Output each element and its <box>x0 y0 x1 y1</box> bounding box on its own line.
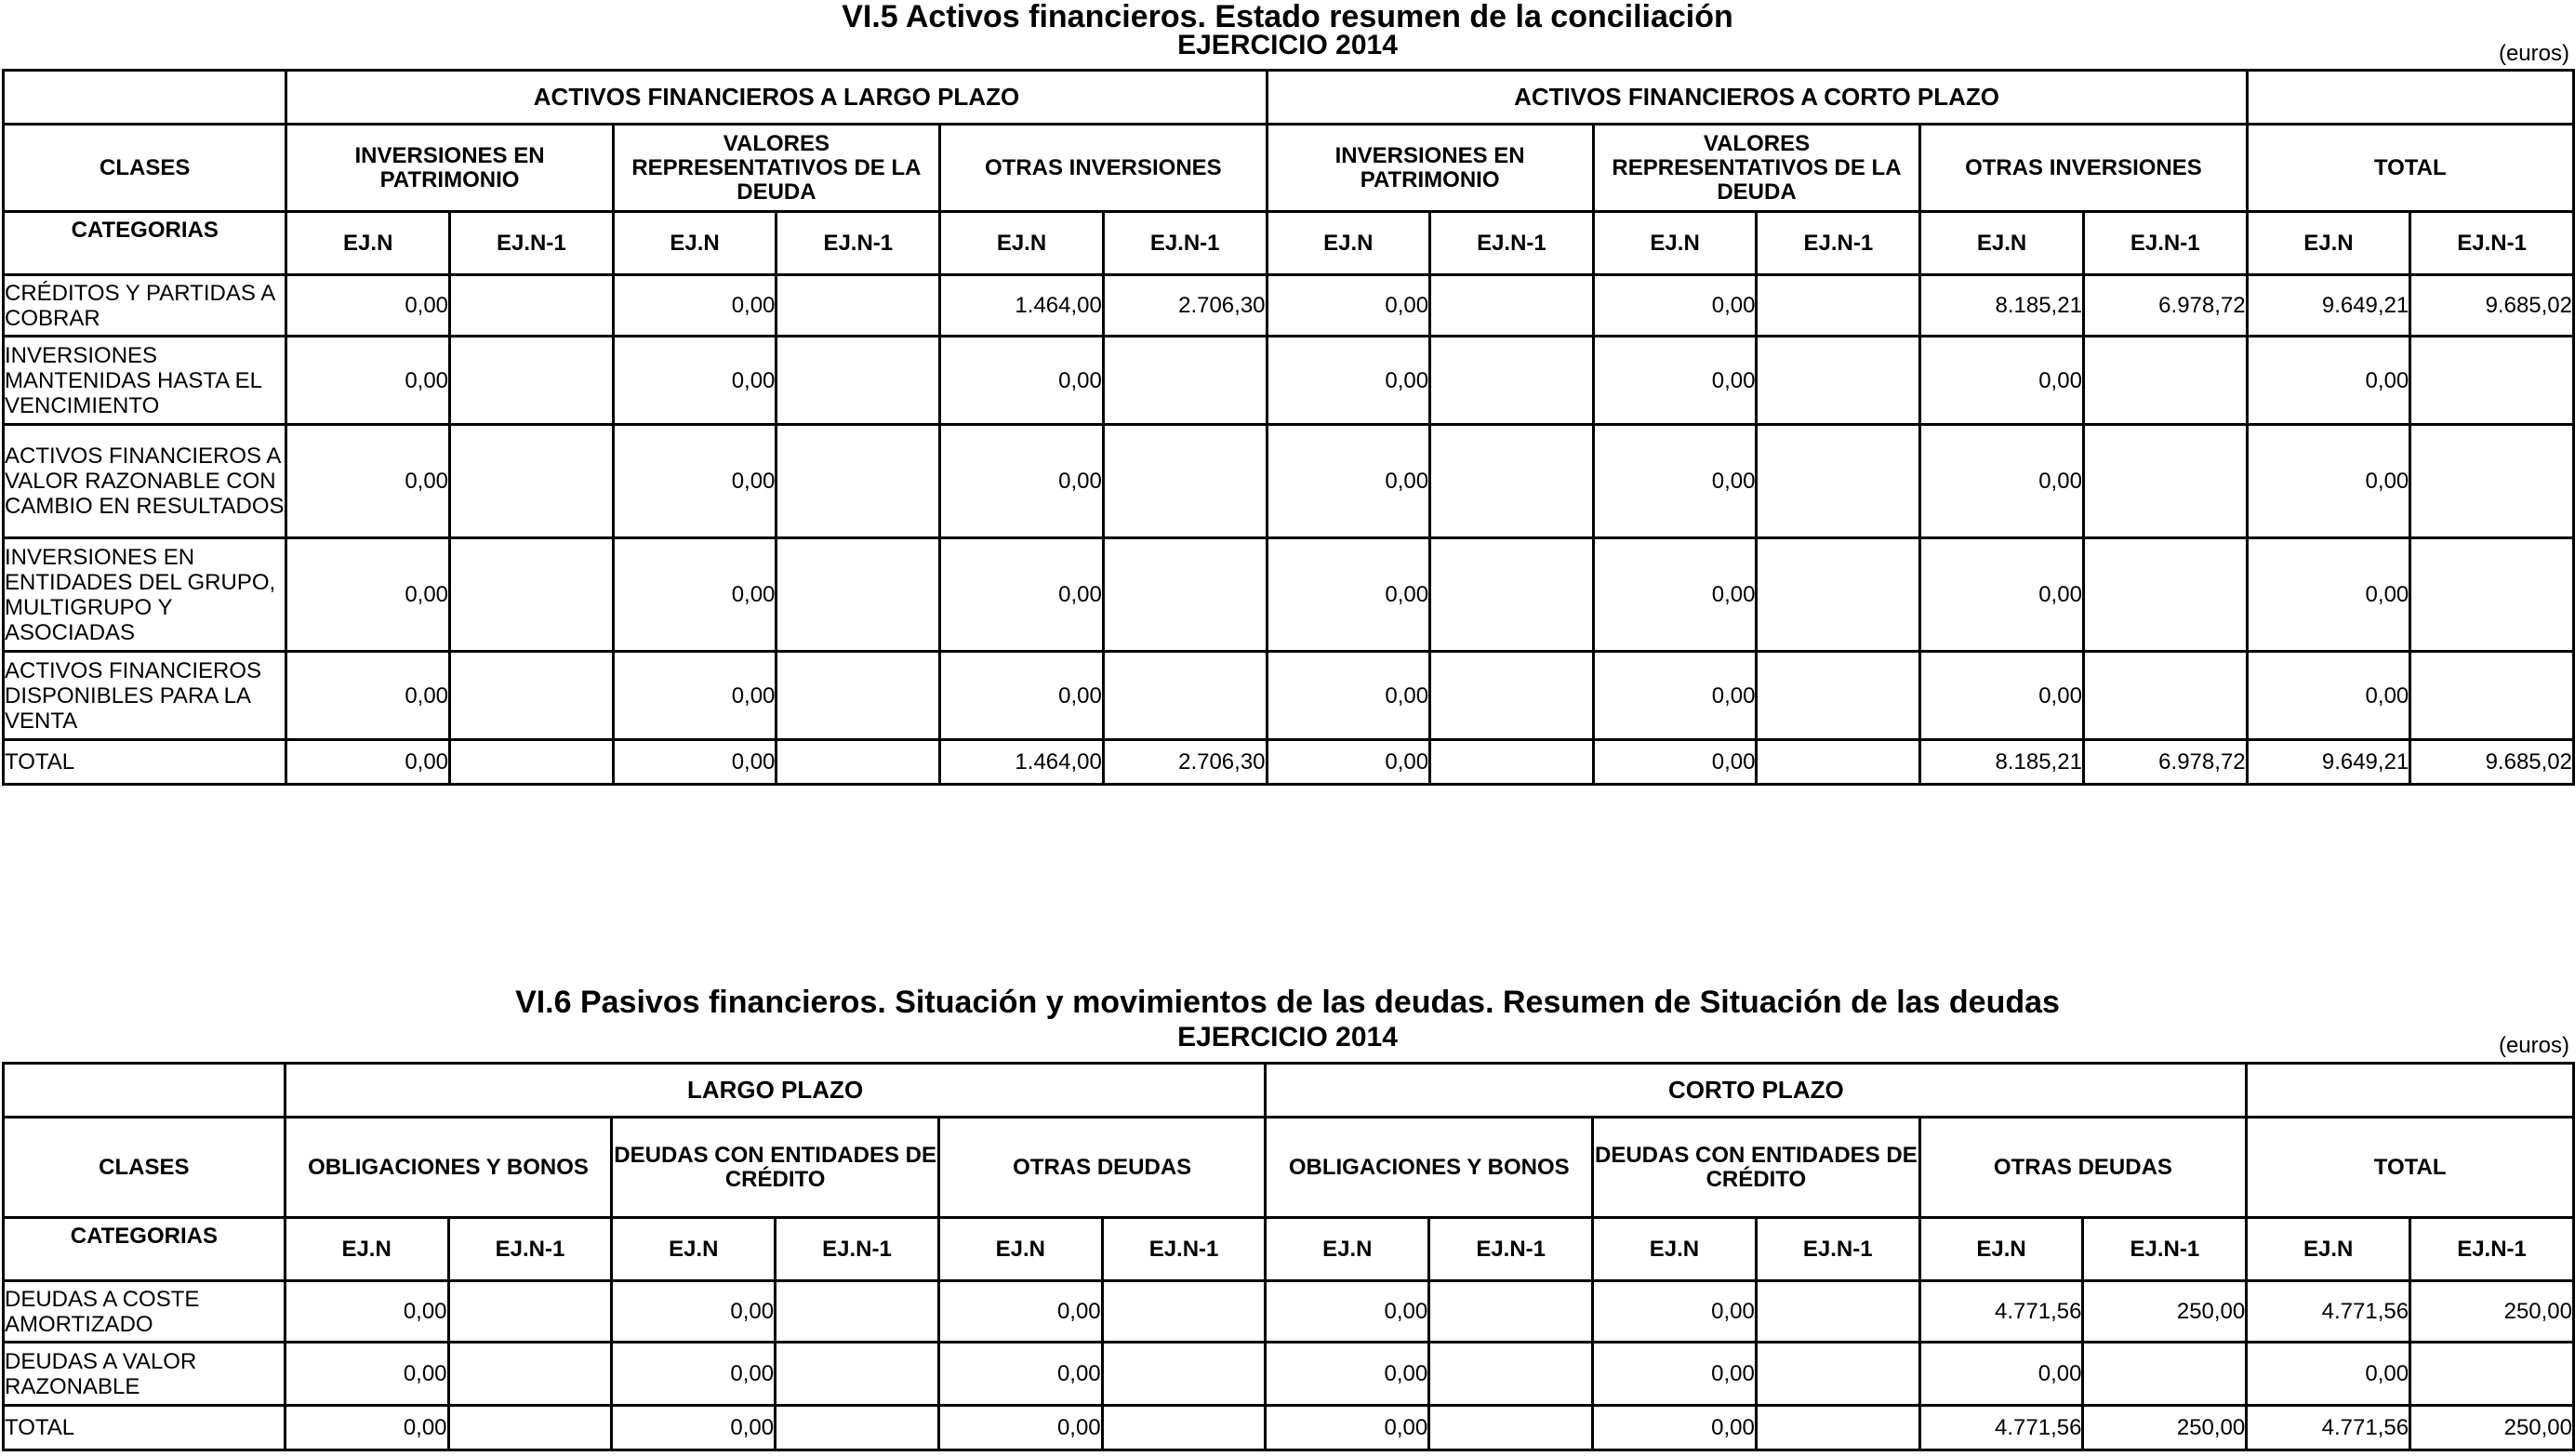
ejn-header: EJ.N <box>2247 212 2410 275</box>
table-row <box>4 425 2574 538</box>
row-label: DEUDAS A COSTE AMORTIZADO <box>4 1281 285 1343</box>
ejn-header: EJ.N <box>938 1218 1102 1281</box>
value-cell <box>776 275 940 337</box>
value-cell: 0,00 <box>286 425 450 538</box>
col-header: OTRAS INVERSIONES <box>940 125 1267 212</box>
value-cell: 0,00 <box>2247 337 2410 425</box>
ejn-header: EJ.N <box>286 212 450 275</box>
ejn1-header: EJ.N-1 <box>1103 212 1267 275</box>
value-cell <box>448 1281 612 1343</box>
value-cell: 1.464,00 <box>940 275 1104 337</box>
value-cell: 0,00 <box>285 1343 448 1406</box>
value-cell: 0,00 <box>2247 425 2410 538</box>
row-label: INVERSIONES EN ENTIDADES DEL GRUPO, MULTIGRUPO Y ASOCIADAS <box>4 538 286 652</box>
value-cell: 0,00 <box>286 740 450 785</box>
empty-header-cell <box>2247 71 2573 125</box>
categorias-label: CATEGORIAS <box>4 212 286 275</box>
row-label: TOTAL <box>4 1406 285 1450</box>
value-cell: 4.771,56 <box>2247 1406 2410 1450</box>
ejn1-header: EJ.N-1 <box>450 212 614 275</box>
value-cell <box>1429 1406 1593 1450</box>
section-subtitle: EJERCICIO 2014 <box>1177 30 1398 60</box>
value-cell: 0,00 <box>940 425 1104 538</box>
group-long-term: ACTIVOS FINANCIEROS A LARGO PLAZO <box>286 71 1267 125</box>
value-cell: 0,00 <box>1593 337 1757 425</box>
table-row <box>4 337 2574 425</box>
class-header-row <box>4 125 2574 212</box>
value-cell: 0,00 <box>286 275 450 337</box>
value-cell <box>2410 337 2574 425</box>
value-cell <box>776 337 940 425</box>
value-cell <box>776 1281 939 1343</box>
table-row <box>4 275 2574 337</box>
value-cell <box>1756 1406 1919 1450</box>
value-cell <box>1430 652 1594 740</box>
value-cell: 4.771,56 <box>1919 1406 2083 1450</box>
value-cell <box>1103 652 1267 740</box>
value-cell <box>1429 1281 1593 1343</box>
ejn-header: EJ.N <box>1920 212 2084 275</box>
ejn-header: EJ.N <box>285 1218 448 1281</box>
value-cell: 0,00 <box>285 1406 448 1450</box>
col-header: VALORES REPRESENTATIVOS DE LA DEUDA <box>1593 125 1920 212</box>
group-header-row <box>4 71 2574 125</box>
value-cell <box>1430 275 1594 337</box>
value-cell: 0,00 <box>612 1343 776 1406</box>
group-short-term: CORTO PLAZO <box>1266 1064 2247 1118</box>
value-cell: 0,00 <box>613 538 776 652</box>
value-cell <box>776 425 940 538</box>
year-header-row <box>4 1218 2574 1281</box>
clases-label: CLASES <box>4 125 286 212</box>
empty-header-cell <box>4 1064 285 1118</box>
ejn-header: EJ.N <box>1919 1218 2083 1281</box>
value-cell: 0,00 <box>2247 652 2410 740</box>
value-cell: 4.771,56 <box>1919 1281 2083 1343</box>
value-cell: 250,00 <box>2083 1406 2247 1450</box>
value-cell <box>1103 425 1267 538</box>
table-row <box>4 652 2574 740</box>
value-cell <box>1757 740 1920 785</box>
value-cell: 250,00 <box>2410 1281 2574 1343</box>
value-cell: 0,00 <box>613 740 776 785</box>
col-header: TOTAL <box>2247 1118 2574 1218</box>
value-cell <box>450 652 614 740</box>
value-cell: 0,00 <box>1266 1343 1429 1406</box>
value-cell: 0,00 <box>2247 1343 2410 1406</box>
value-cell: 8.185,21 <box>1920 275 2084 337</box>
value-cell: 0,00 <box>613 425 776 538</box>
value-cell: 0,00 <box>1266 1281 1429 1343</box>
value-cell: 0,00 <box>1920 652 2084 740</box>
col-header: OBLIGACIONES Y BONOS <box>1266 1118 1593 1218</box>
group-long-term: LARGO PLAZO <box>285 1064 1266 1118</box>
value-cell: 0,00 <box>1593 425 1757 538</box>
value-cell <box>1756 1343 1919 1406</box>
value-cell <box>2083 652 2247 740</box>
ejn1-header: EJ.N-1 <box>1430 212 1594 275</box>
section-title: VI.6 Pasivos financieros. Situación y movimientos de las deudas. Resumen de Situación de las deudas <box>515 985 2060 1020</box>
value-cell <box>776 740 940 785</box>
value-cell <box>1757 337 1920 425</box>
value-cell: 250,00 <box>2083 1281 2247 1343</box>
section-subtitle: EJERCICIO 2014 <box>1177 1022 1398 1052</box>
value-cell <box>776 538 940 652</box>
value-cell: 9.685,02 <box>2410 740 2574 785</box>
ejn1-header: EJ.N-1 <box>1429 1218 1593 1281</box>
table-row <box>4 1281 2574 1343</box>
value-cell <box>2410 1343 2574 1406</box>
ejn1-header: EJ.N-1 <box>776 1218 939 1281</box>
col-header: TOTAL <box>2247 125 2573 212</box>
ejn1-header: EJ.N-1 <box>1102 1218 1266 1281</box>
value-cell: 0,00 <box>1593 1281 1757 1343</box>
pasivos-table <box>2 1062 2575 1451</box>
ejn-header: EJ.N <box>2247 1218 2410 1281</box>
value-cell <box>1430 740 1594 785</box>
currency-unit: (euros) <box>2498 41 2569 66</box>
value-cell: 0,00 <box>1593 740 1757 785</box>
value-cell: 0,00 <box>285 1281 448 1343</box>
value-cell: 0,00 <box>940 538 1104 652</box>
value-cell: 0,00 <box>1593 538 1757 652</box>
ejn1-header: EJ.N-1 <box>448 1218 612 1281</box>
value-cell: 0,00 <box>286 652 450 740</box>
empty-header-cell <box>4 71 286 125</box>
value-cell: 1.464,00 <box>940 740 1104 785</box>
col-header: DEUDAS CON ENTIDADES DE CRÉDITO <box>612 1118 939 1218</box>
ejn-header: EJ.N <box>1593 212 1757 275</box>
ejn-header: EJ.N <box>1593 1218 1757 1281</box>
value-cell <box>1102 1343 1266 1406</box>
value-cell <box>1103 337 1267 425</box>
col-header: OBLIGACIONES Y BONOS <box>285 1118 612 1218</box>
value-cell: 0,00 <box>940 652 1104 740</box>
ejn-header: EJ.N <box>1266 1218 1429 1281</box>
group-short-term: ACTIVOS FINANCIEROS A CORTO PLAZO <box>1267 71 2247 125</box>
ejn1-header: EJ.N-1 <box>1757 212 1920 275</box>
value-cell <box>1430 337 1594 425</box>
value-cell <box>448 1406 612 1450</box>
row-label: ACTIVOS FINANCIEROS A VALOR RAZONABLE CON CAMBIO EN RESULTADOS <box>4 425 286 538</box>
table-row <box>4 1406 2574 1450</box>
activos-table <box>2 69 2575 786</box>
value-cell: 0,00 <box>1593 1406 1757 1450</box>
value-cell: 0,00 <box>1267 275 1430 337</box>
row-label: ACTIVOS FINANCIEROS DISPONIBLES PARA LA VENTA <box>4 652 286 740</box>
row-label: TOTAL <box>4 740 286 785</box>
value-cell: 0,00 <box>1267 740 1430 785</box>
value-cell <box>1102 1281 1266 1343</box>
value-cell <box>2083 1343 2247 1406</box>
row-label: INVERSIONES MANTENIDAS HASTA EL VENCIMIENTO <box>4 337 286 425</box>
value-cell: 0,00 <box>938 1343 1102 1406</box>
value-cell: 9.649,21 <box>2247 740 2410 785</box>
value-cell <box>450 538 614 652</box>
ejn-header: EJ.N <box>940 212 1104 275</box>
ejn1-header: EJ.N-1 <box>2410 212 2574 275</box>
value-cell: 0,00 <box>1593 652 1757 740</box>
col-header: VALORES REPRESENTATIVOS DE LA DEUDA <box>613 125 940 212</box>
value-cell <box>776 1343 939 1406</box>
value-cell <box>450 275 614 337</box>
value-cell: 0,00 <box>1267 337 1430 425</box>
value-cell <box>776 652 940 740</box>
row-label: DEUDAS A VALOR RAZONABLE <box>4 1343 285 1406</box>
value-cell <box>1430 538 1594 652</box>
value-cell: 0,00 <box>612 1281 776 1343</box>
value-cell: 4.771,56 <box>2247 1281 2410 1343</box>
value-cell <box>448 1343 612 1406</box>
categorias-label: CATEGORIAS <box>4 1218 285 1281</box>
value-cell: 6.978,72 <box>2083 740 2247 785</box>
value-cell: 0,00 <box>613 275 776 337</box>
currency-unit: (euros) <box>2498 1033 2569 1058</box>
value-cell <box>1430 425 1594 538</box>
col-header: OTRAS INVERSIONES <box>1920 125 2247 212</box>
ejn1-header: EJ.N-1 <box>2410 1218 2574 1281</box>
value-cell: 0,00 <box>1920 425 2084 538</box>
value-cell <box>1757 538 1920 652</box>
ejn-header: EJ.N <box>612 1218 776 1281</box>
value-cell <box>2410 652 2574 740</box>
value-cell: 0,00 <box>1266 1406 1429 1450</box>
value-cell: 0,00 <box>938 1406 1102 1450</box>
value-cell <box>1103 538 1267 652</box>
row-label: CRÉDITOS Y PARTIDAS A COBRAR <box>4 275 286 337</box>
ejn1-header: EJ.N-1 <box>2083 212 2247 275</box>
ejn1-header: EJ.N-1 <box>776 212 940 275</box>
col-header: OTRAS DEUDAS <box>1919 1118 2247 1218</box>
ejn1-header: EJ.N-1 <box>1756 1218 1919 1281</box>
table-row <box>4 538 2574 652</box>
value-cell <box>1102 1406 1266 1450</box>
value-cell: 0,00 <box>1267 538 1430 652</box>
value-cell <box>450 337 614 425</box>
value-cell <box>2083 337 2247 425</box>
ejn-header: EJ.N <box>1267 212 1430 275</box>
section-title: VI.5 Activos financieros. Estado resumen de la conciliación <box>842 0 1733 34</box>
value-cell <box>776 1406 939 1450</box>
value-cell: 0,00 <box>1267 425 1430 538</box>
value-cell: 0,00 <box>1593 1343 1757 1406</box>
value-cell <box>1757 275 1920 337</box>
value-cell: 0,00 <box>613 337 776 425</box>
ejn1-header: EJ.N-1 <box>2083 1218 2247 1281</box>
value-cell: 0,00 <box>612 1406 776 1450</box>
table-row <box>4 740 2574 785</box>
value-cell: 0,00 <box>1920 337 2084 425</box>
value-cell: 0,00 <box>286 337 450 425</box>
clases-label: CLASES <box>4 1118 285 1218</box>
value-cell: 2.706,30 <box>1103 740 1267 785</box>
value-cell <box>2083 425 2247 538</box>
value-cell <box>450 740 614 785</box>
value-cell <box>2410 425 2574 538</box>
value-cell: 0,00 <box>286 538 450 652</box>
value-cell <box>1429 1343 1593 1406</box>
value-cell <box>450 425 614 538</box>
col-header: INVERSIONES EN PATRIMONIO <box>1267 125 1593 212</box>
value-cell: 0,00 <box>613 652 776 740</box>
col-header: OTRAS DEUDAS <box>938 1118 1266 1218</box>
value-cell: 0,00 <box>1267 652 1430 740</box>
table-row <box>4 1343 2574 1406</box>
col-header: DEUDAS CON ENTIDADES DE CRÉDITO <box>1593 1118 1920 1218</box>
value-cell: 0,00 <box>940 337 1104 425</box>
value-cell <box>2083 538 2247 652</box>
value-cell <box>2410 538 2574 652</box>
class-header-row <box>4 1118 2574 1218</box>
value-cell: 9.649,21 <box>2247 275 2410 337</box>
year-header-row <box>4 212 2574 275</box>
ejn-header: EJ.N <box>613 212 776 275</box>
value-cell: 0,00 <box>1919 1343 2083 1406</box>
col-header: INVERSIONES EN PATRIMONIO <box>286 125 613 212</box>
value-cell: 6.978,72 <box>2083 275 2247 337</box>
value-cell <box>1757 425 1920 538</box>
value-cell <box>1757 652 1920 740</box>
group-header-row <box>4 1064 2574 1118</box>
empty-header-cell <box>2247 1064 2574 1118</box>
value-cell: 8.185,21 <box>1920 740 2084 785</box>
value-cell: 0,00 <box>938 1281 1102 1343</box>
value-cell: 2.706,30 <box>1103 275 1267 337</box>
value-cell: 0,00 <box>1593 275 1757 337</box>
value-cell: 250,00 <box>2410 1406 2574 1450</box>
value-cell: 0,00 <box>2247 538 2410 652</box>
value-cell: 9.685,02 <box>2410 275 2574 337</box>
value-cell: 0,00 <box>1920 538 2084 652</box>
value-cell <box>1756 1281 1919 1343</box>
